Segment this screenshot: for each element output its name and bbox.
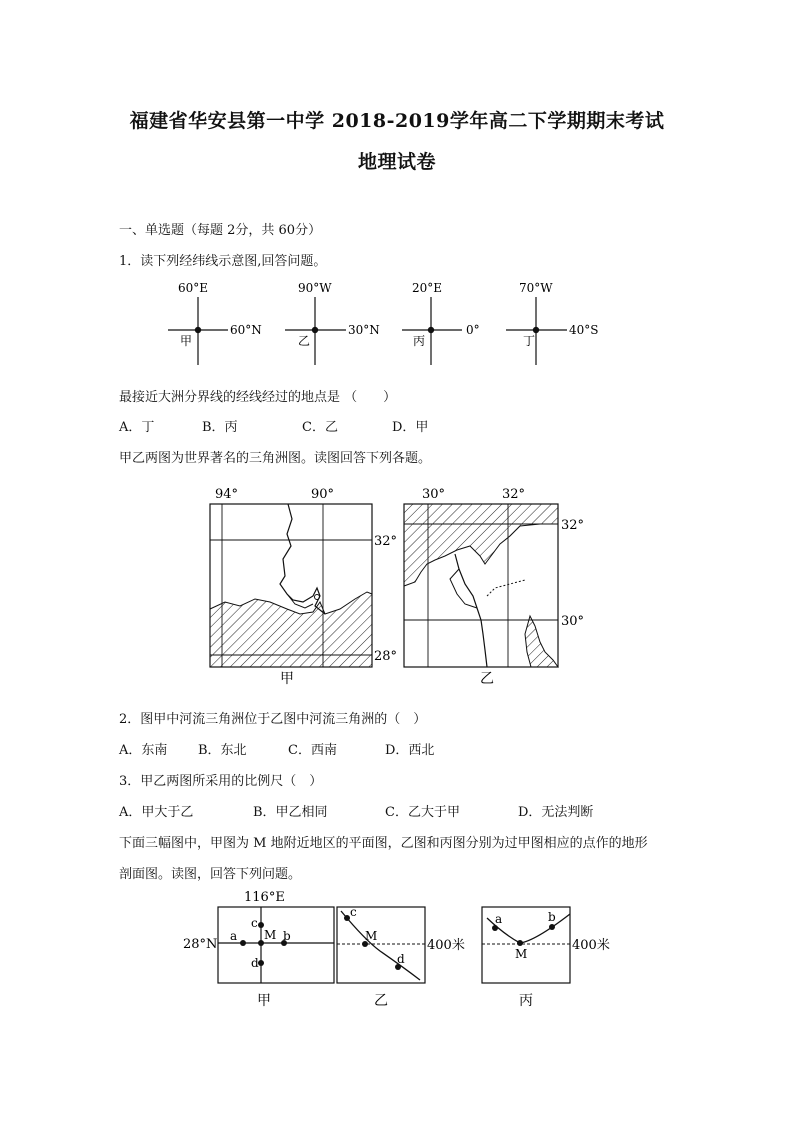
q1-option-c[interactable]: C．乙 <box>302 420 338 435</box>
river-yi <box>455 554 487 667</box>
bing-point-b: b <box>548 910 556 924</box>
profile-figures <box>175 885 625 1015</box>
jia-lat: 60°N <box>230 323 262 337</box>
section-heading: 一、单选题（每题 2分，共 60分） <box>119 223 322 238</box>
plan-caption: 甲 <box>257 993 271 1009</box>
jia-lon-90: 90° <box>311 487 335 502</box>
yi-point-d: d <box>397 952 405 966</box>
q3-stem: 3．甲乙两图所采用的比例尺（ ） <box>119 774 323 789</box>
yi-height: 400米 <box>427 938 465 953</box>
bing-point-m: M <box>515 947 528 961</box>
page-title: 福建省华安县第一中学 2018-2019学年高二下学期期末考试 <box>129 110 665 132</box>
delta-map-yi <box>404 487 584 687</box>
q2-option-d[interactable]: D．西北 <box>385 743 435 758</box>
jia-lat-32: 32° <box>374 534 398 549</box>
sea-area-yi-north <box>404 504 558 586</box>
yi-lon-32: 32° <box>502 487 526 502</box>
sea-area-yi-east <box>525 616 558 667</box>
plan-point-m: M <box>264 928 277 942</box>
plan-point-c: c <box>251 916 258 930</box>
graticule-bing <box>402 281 480 365</box>
bing-height: 400米 <box>572 938 610 953</box>
profile-intro-line1: 下面三幅图中，甲图为 M 地附近地区的平面图，乙图和丙图分别为过甲图相应的点作的地形 <box>119 836 648 851</box>
plan-point-a: a <box>230 929 238 943</box>
q1-option-b[interactable]: B．丙 <box>202 420 238 435</box>
q1-question: 最接近大洲分界线的经线经过的地点是 （ ） <box>119 390 397 405</box>
profile-intro-line2: 剖面图。读图，回答下列问题。 <box>119 867 302 882</box>
q1-option-d[interactable]: D．甲 <box>392 420 429 435</box>
q3-option-a[interactable]: A．甲大于乙 <box>119 805 194 820</box>
bing-point-a: a <box>495 912 503 926</box>
q2-option-b[interactable]: B．东北 <box>198 743 247 758</box>
plan-lat: 28°N <box>183 937 218 952</box>
jia-lon-94: 94° <box>215 487 239 502</box>
yi-lat-30: 30° <box>561 614 585 629</box>
bing-section-caption: 丙 <box>519 993 533 1009</box>
graticule-jia <box>168 281 262 365</box>
plan-lon: 116°E <box>244 890 285 905</box>
q2-option-a[interactable]: A．东南 <box>119 743 168 758</box>
plan-point-d: d <box>251 956 259 970</box>
bing-lat: 0° <box>466 323 480 337</box>
yi-section-caption: 乙 <box>374 993 388 1009</box>
jia-lat-28: 28° <box>374 649 398 664</box>
section-yi <box>337 905 465 1009</box>
q2-option-c[interactable]: C．西南 <box>288 743 337 758</box>
bing-name: 丙 <box>413 334 426 348</box>
delta-maps-figure <box>195 484 605 690</box>
delta-map-jia <box>210 487 397 687</box>
graticule-yi <box>285 281 380 365</box>
plan-map-jia <box>183 890 334 1009</box>
jia-name: 甲 <box>180 334 193 348</box>
ding-lon: 70°W <box>519 281 553 295</box>
yi-point-c: c <box>350 905 357 919</box>
q1-graticule-figure <box>150 275 620 375</box>
q3-option-d[interactable]: D．无法判断 <box>518 805 594 820</box>
jia-caption: 甲 <box>280 671 294 687</box>
yi-lat: 30°N <box>348 323 380 337</box>
q2-stem: 2．图甲中河流三角洲位于乙图中河流三角洲的（ ） <box>119 712 427 727</box>
q3-option-b[interactable]: B．甲乙相同 <box>253 805 328 820</box>
bing-lon: 20°E <box>412 281 443 295</box>
jia-lon: 60°E <box>178 281 209 295</box>
yi-lon-30: 30° <box>422 487 446 502</box>
q3-option-c[interactable]: C．乙大于甲 <box>385 805 460 820</box>
page-subtitle: 地理试卷 <box>357 151 436 173</box>
sea-area-jia <box>210 592 372 667</box>
yi-name: 乙 <box>298 334 311 348</box>
ding-lat: 40°S <box>569 323 599 337</box>
plan-point-b: b <box>283 929 291 943</box>
yi-point-m: M <box>365 929 378 943</box>
q1-option-a[interactable]: A．丁 <box>119 420 155 435</box>
river-jia <box>280 504 325 614</box>
ding-name: 丁 <box>523 334 536 348</box>
yi-caption: 乙 <box>480 671 494 687</box>
graticule-ding <box>506 281 599 365</box>
section-bing <box>482 907 610 1009</box>
delta-intro: 甲乙两图为世界著名的三角洲图。读图回答下列各题。 <box>119 451 432 466</box>
yi-lat-32: 32° <box>561 518 585 533</box>
yi-lon: 90°W <box>298 281 332 295</box>
q1-stem: 1．读下列经纬线示意图,回答问题。 <box>119 254 327 269</box>
